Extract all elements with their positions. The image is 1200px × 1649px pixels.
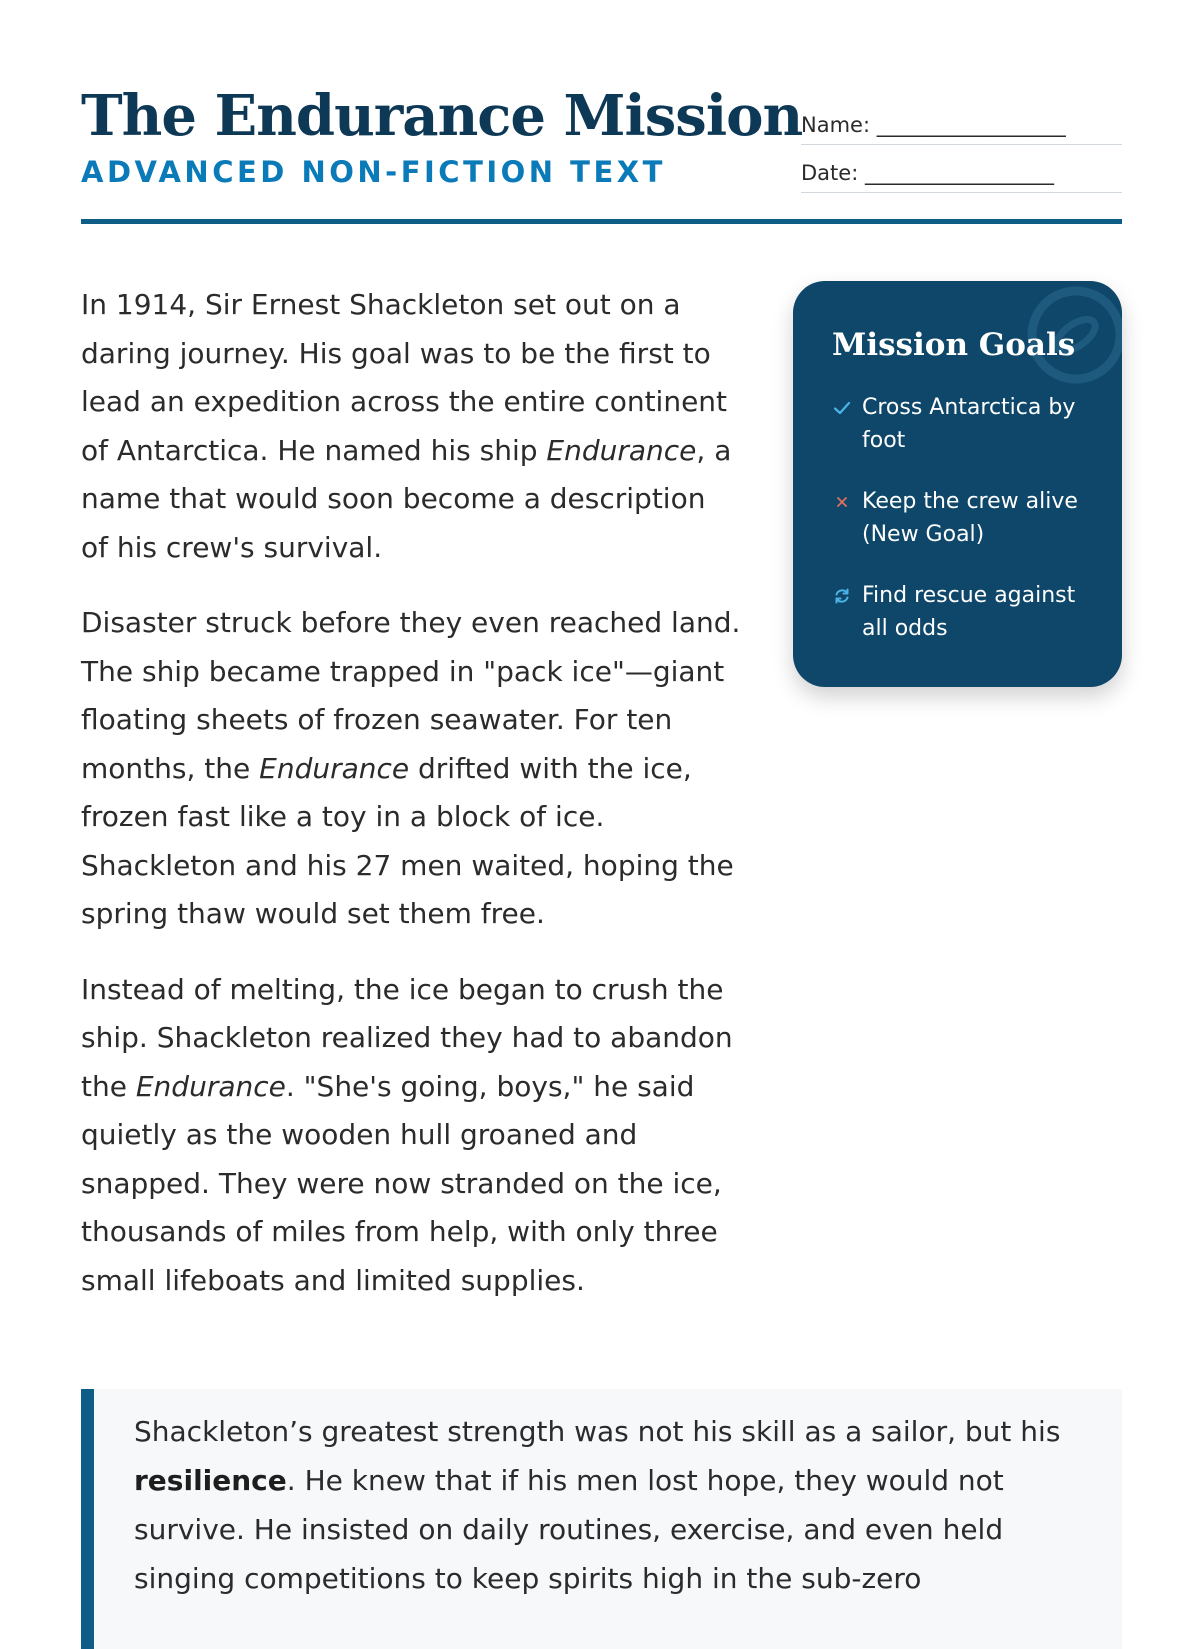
goal-text: Cross Antarctica by foot [862, 395, 1076, 453]
name-field[interactable]: Name: __________________ [801, 106, 1122, 145]
page-subtitle: ADVANCED NON-FICTION TEXT [81, 155, 666, 189]
resilience-callout [81, 1389, 1122, 1649]
goals-list [832, 391, 1102, 673]
reading-passage [81, 281, 741, 1332]
goal-text: Find rescue against all odds [862, 583, 1076, 641]
key-term: resilience [134, 1464, 287, 1497]
check-icon [832, 391, 862, 424]
goal-item [832, 485, 1102, 551]
date-field[interactable]: Date: __________________ [801, 154, 1122, 193]
goal-item [832, 391, 1102, 457]
callout-text: Shackleton’s greatest strength was not his skill as a sailor, but his resilience. He knew that if his men lost hope, they would not survive. He insisted on daily routines, exercise, and even held singing competitions to keep spirits high in the sub-zero [134, 1415, 1061, 1595]
paragraph-2: Disaster struck before they even reached land. The ship became trapped in "pack ice"—giant floating sheets of frozen seawater. For ten months, the Endurance drifted with the ice, frozen fast like a toy in a block of ice. Shackleton and his 27 men waited, hoping the spring thaw would set them free. [81, 606, 741, 930]
goal-item [832, 579, 1102, 645]
refresh-icon [832, 579, 862, 612]
ship-name: Endurance [135, 1069, 286, 1103]
x-icon [832, 485, 862, 518]
goal-text: Keep the crew alive (New Goal) [862, 489, 1078, 547]
paragraph-1: In 1914, Sir Ernest Shackleton set out on a daring journey. His goal was to be the first to lead an expedition across the entire continent of Antarctica. He named his ship Endurance, a name that would soon become a description of his crew's survival. [81, 288, 732, 564]
ship-name: Endurance [259, 751, 410, 785]
card-title: Mission Goals [832, 327, 1076, 363]
ship-name: Endurance [546, 433, 697, 467]
worksheet-header [81, 78, 1122, 228]
paragraph-3: Instead of melting, the ice began to crush the ship. Shackleton realized they had to abandon the Endurance. "She's going, boys," he said quietly as the wooden hull groaned and snapped. They were now stranded on the ice, thousands of miles from help, with only three small lifeboats and limited supplies. [81, 972, 733, 1297]
header-divider [81, 219, 1122, 224]
page-title: The Endurance Mission [81, 83, 803, 149]
mission-goals-card [793, 281, 1122, 687]
